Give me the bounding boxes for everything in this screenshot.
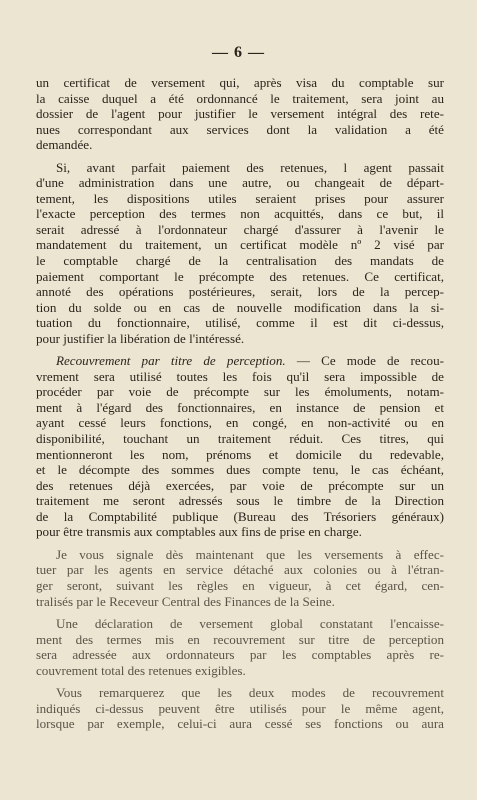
text-line: traitement me seront adressés sous le timbre de la Direction — [36, 493, 444, 509]
section-heading: Recouvrement par titre de perception. — [56, 353, 286, 369]
text-line: demandée. — [36, 137, 93, 153]
text-line: ment des termes mis en recouvrement sur titre de perception — [36, 631, 444, 647]
text-line: d'une administration dans une autre, ou changeait de départ- — [36, 175, 444, 191]
text-line: un certificat de versement qui, après visa du comptable sur — [36, 75, 444, 90]
text-line: sera adressée aux ordonnateurs par les comptables après re- — [36, 647, 444, 663]
text-line: indiqués ci-dessus peuvent être utilisés pour le même agent, — [36, 700, 444, 716]
text-line: serait adressé à l'ordonnateur chargé d'assurer à l'avenir le — [36, 221, 444, 237]
text-line: Si, avant parfait paiement des retenues, l agent passait — [56, 159, 444, 175]
text-line: des retenues déjà exercées, par voie de précompte sur un — [36, 477, 444, 493]
text-line: annoté des opérations postérieures, serait, lors de la percep- — [36, 284, 444, 300]
text-line: tuer par les agents en service détaché aux colonies ou à l'étran- — [36, 562, 444, 578]
page-number: — 6 — — [212, 44, 265, 61]
paragraph — [36, 685, 444, 732]
text-line: mandatement du traitement, un certificat modèle nº 2 visé par — [36, 237, 444, 253]
text-line: dossier de l'agent pour justifier le versement intégral des rete- — [36, 106, 444, 122]
body-text — [36, 75, 444, 739]
text-line: l'exacte perception des termes non acquittés, dans ce but, il — [36, 206, 444, 222]
text-line: tuation du fonctionnaire, utilisé, comme il est dit ci-dessus, — [36, 315, 444, 331]
paragraph — [36, 75, 444, 153]
text-line: Vous remarquerez que les deux modes de recouvrement — [56, 685, 444, 701]
text-line: ger seront, suivant les règles en vigueur, à cet égard, cen- — [36, 577, 444, 593]
text-line: et le décompte des sommes dues compte tenu, le cas échéant, — [36, 462, 444, 478]
text-line: ment à l'égard des fonctionnaires, en instance de pension et — [36, 399, 444, 415]
text-line: de la Comptabilité publique (Bureau des Trésoriers généraux) — [36, 508, 444, 524]
text-line: Une déclaration de versement global constatant l'encaisse- — [56, 616, 444, 632]
text-line: tralisés par le Receveur Central des Finances de la Seine. — [36, 593, 335, 609]
text-line: mentionneront les nom, prénoms et domicile du redevable, — [36, 446, 444, 462]
text-span: — Ce mode de recou- — [285, 353, 444, 369]
paragraph — [36, 616, 444, 678]
text-line: procéder par voie de précompte sur les émoluments, notam- — [36, 384, 444, 400]
text-line: pour justifier la libération de l'intéressé. — [36, 330, 245, 346]
text-line: pour être transmis aux comptables aux fins de prise en charge. — [36, 524, 362, 540]
text-line: disponibilité, touchant un traitement réduit. Ces titres, qui — [36, 431, 444, 447]
text-line — [36, 353, 444, 369]
text-line: tion du solde ou en cas de nouvelle modification dans la si- — [36, 299, 444, 315]
paragraph — [36, 547, 444, 609]
paragraph — [36, 160, 444, 347]
text-line: lorsque par exemple, celui-ci aura cessé ses fonctions ou aura — [36, 716, 444, 732]
text-line: le comptable chargé de la centralisation des mandats de — [36, 253, 444, 269]
text-line: ayant cessé leurs fonctions, en congé, en non-activité ou en — [36, 415, 444, 431]
text-line: vrement sera utilisé toutes les fois qu'il sera impossible de — [36, 368, 444, 384]
text-line: Je vous signale dès maintenant que les versements à effec- — [56, 546, 444, 562]
text-line: la caisse duquel a été ordonnancé le traitement, sera joint au — [36, 90, 444, 106]
text-line: nues correspondant aux services dont la validation a été — [36, 121, 444, 137]
text-line: couvrement total des retenues exigibles. — [36, 662, 246, 678]
text-line: tement, les dispositions utiles seraient prises pour assurer — [36, 190, 444, 206]
text-line: paiement comportant le précompte des retenues. Ce certificat, — [36, 268, 444, 284]
paragraph — [36, 353, 444, 540]
